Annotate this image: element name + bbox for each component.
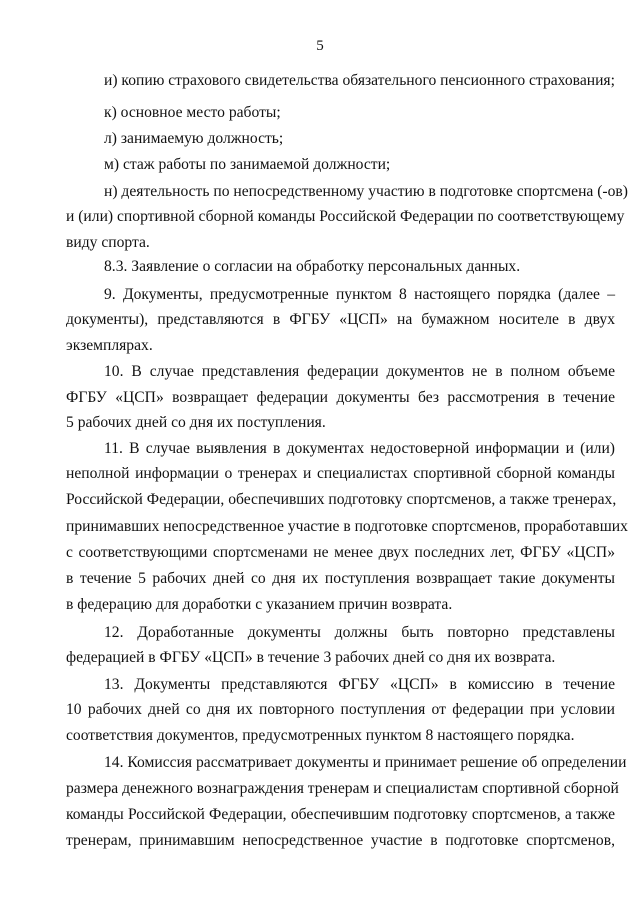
text-line: ФГБУ «ЦСП» возвращает федерации документы без рассмотрения в течение — [66, 389, 615, 406]
text-line: л) занимаемую должность; — [104, 130, 284, 147]
text-line: размера денежного вознаграждения тренерам и специалистам спортивной сборной — [66, 780, 619, 797]
text-line: 12. Доработанные документы должны быть повторно представлены — [104, 624, 615, 641]
text-line: 13. Документы представляются ФГБУ «ЦСП» в комиссию в течение — [104, 676, 615, 693]
text-line: м) стаж работы по занимаемой должности; — [104, 156, 391, 173]
text-line: к) основное место работы; — [104, 104, 281, 121]
text-line: в течение 5 рабочих дней со дня их поступления возвращает такие документы — [66, 570, 615, 587]
text-line: 10 рабочих дней со дня их повторного поступления от федерации при условии — [66, 701, 615, 718]
text-line: документы), представляются в ФГБУ «ЦСП» на бумажном носителе в двух — [66, 311, 615, 328]
text-line: н) деятельность по непосредственному участию в подготовке спортсмена (-ов) — [104, 183, 628, 200]
text-line: 8.3. Заявление о согласии на обработку персональных данных. — [104, 258, 521, 275]
text-line: команды Российской Федерации, обеспечившим подготовку спортсменов, а также — [66, 806, 615, 823]
text-line: Российской Федерации, обеспечивших подготовку спортсменов, а также тренерах, — [66, 491, 617, 508]
page-number: 5 — [316, 38, 324, 54]
text-line: тренерам, принимавшим непосредственное участие в подготовке спортсменов, — [66, 832, 615, 849]
text-line: 11. В случае выявления в документах недостоверной информации и (или) — [104, 440, 615, 457]
text-line: 5 рабочих дней со дня их поступления. — [66, 414, 326, 431]
text-line: принимавших непосредственное участие в подготовке спортсменов, проработавших — [66, 518, 628, 535]
text-line: 10. В случае представления федерации документов не в полном объеме — [104, 363, 615, 380]
text-line: экземплярах. — [66, 337, 153, 354]
text-line: виду спорта. — [66, 234, 150, 251]
text-line: 14. Комиссия рассматривает документы и принимает решение об определении — [104, 754, 627, 771]
text-line: в федерацию для доработки с указанием причин возврата. — [66, 596, 453, 613]
text-line: соответствия документов, предусмотренных пунктом 8 настоящего порядка. — [66, 727, 575, 744]
text-line: 9. Документы, предусмотренные пунктом 8 настоящего порядка (далее – — [104, 286, 615, 303]
text-line: и (или) спортивной сборной команды Российской Федерации по соответствующему — [66, 208, 625, 225]
text-line: и) копию страхового свидетельства обязательного пенсионного страхования; — [104, 72, 615, 89]
text-line: с соответствующими спортсменами не менее двух последних лет, ФГБУ «ЦСП» — [66, 544, 615, 561]
text-line: федерацией в ФГБУ «ЦСП» в течение 3 рабочих дней со дня их возврата. — [66, 649, 556, 666]
text-line: неполной информации о тренерах и специалистах спортивной сборной команды — [66, 465, 615, 482]
